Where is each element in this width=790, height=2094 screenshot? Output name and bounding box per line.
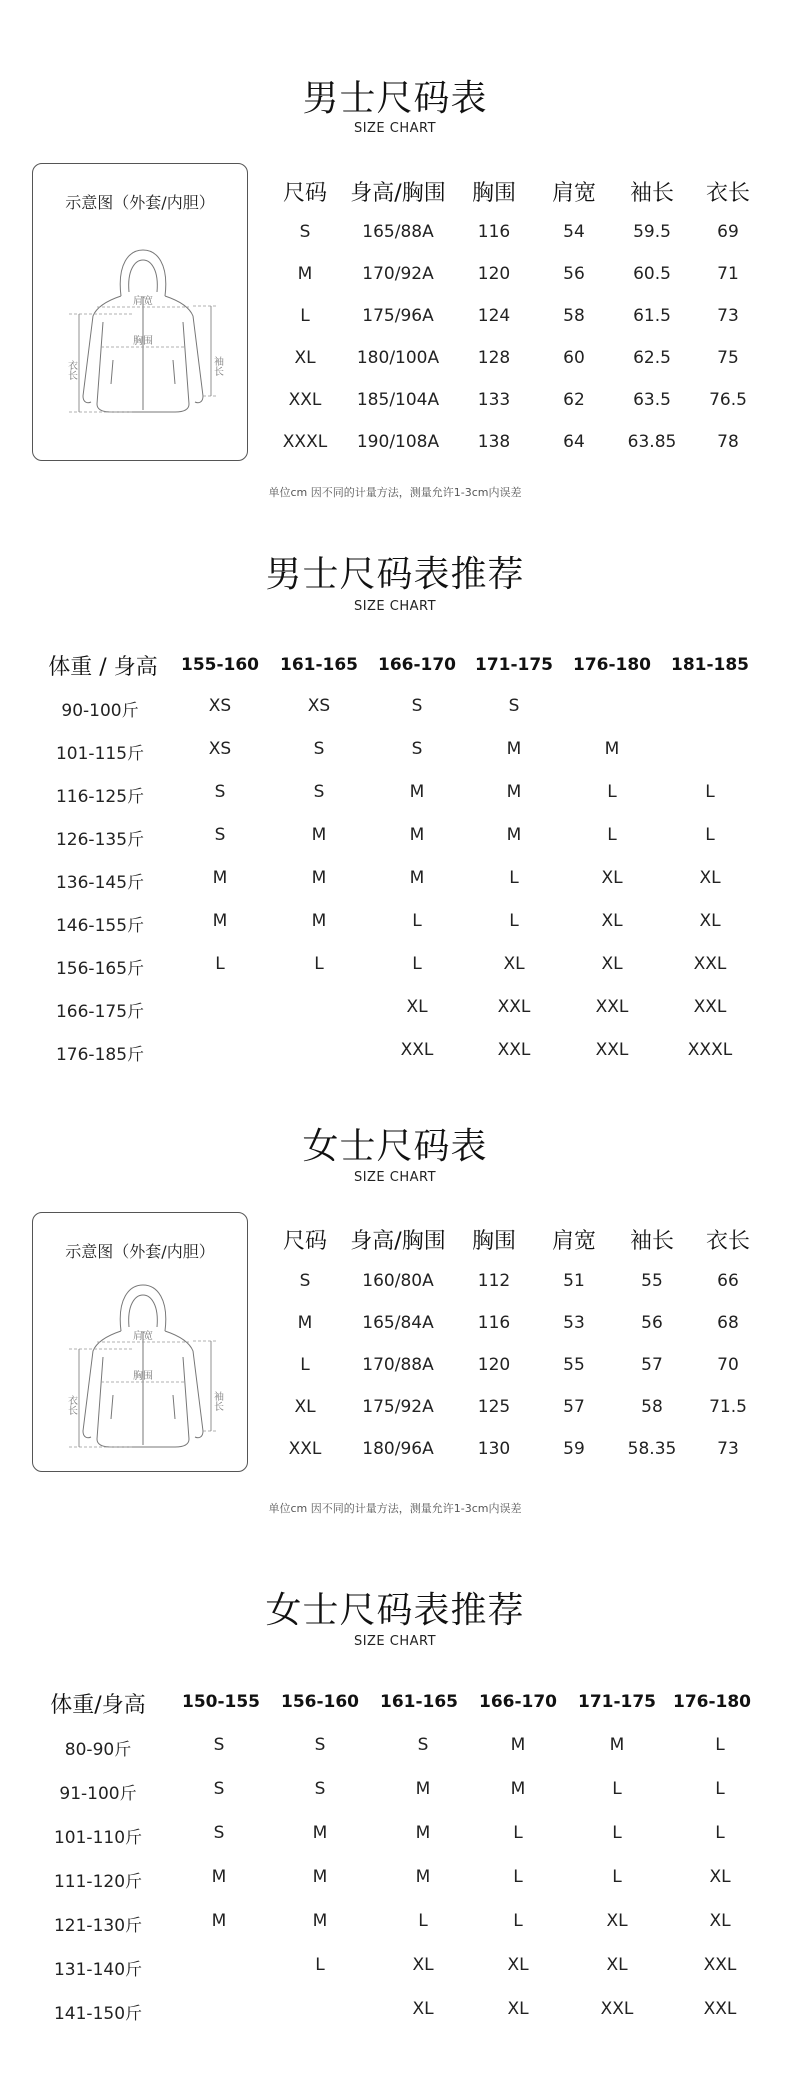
weight-row-label: 111-120斤: [53, 1872, 143, 1892]
table-cell: S: [313, 739, 325, 759]
table-cell: 130: [477, 1439, 511, 1459]
weight-row-label: 101-110斤: [53, 1828, 143, 1848]
table-cell: M: [415, 1779, 431, 1799]
table-cell: S: [213, 1779, 225, 1799]
table-cell: 175/96A: [362, 306, 434, 326]
table-cell: 73: [717, 1439, 739, 1459]
table-cell: 64: [563, 432, 585, 452]
table-cell: 170/88A: [362, 1355, 434, 1375]
diagram-body-length-label: 衣长: [65, 1395, 77, 1415]
table-cell: XXXL: [282, 432, 328, 452]
table-cell: S: [508, 696, 520, 716]
table-cell: S: [411, 696, 423, 716]
table-cell: M: [312, 1867, 328, 1887]
table-cell: XXL: [497, 997, 531, 1017]
diagram-chest-label: 胸围: [133, 1371, 153, 1382]
table-cell: 185/104A: [356, 390, 440, 410]
table-cell: L: [705, 825, 715, 845]
weight-row-label: 90-100斤: [61, 701, 139, 721]
table-cell: L: [612, 1867, 622, 1887]
table-cell: 59: [563, 1439, 585, 1459]
table-cell: XXL: [595, 997, 629, 1017]
table-cell: L: [612, 1823, 622, 1843]
women-header-sleeve: 袖长: [629, 1229, 675, 1254]
table-cell: XL: [709, 1911, 731, 1931]
table-cell: 70: [717, 1355, 739, 1375]
table-cell: M: [506, 739, 522, 759]
table-cell: XXL: [400, 1040, 434, 1060]
women-recommend-corner-header: 体重/身高: [50, 1693, 146, 1718]
table-cell: 68: [717, 1313, 739, 1333]
men-header-height-chest: 身高/胸围: [350, 181, 446, 206]
weight-row-label: 116-125斤: [55, 787, 145, 807]
table-cell: S: [214, 825, 226, 845]
women-header-size: 尺码: [282, 1229, 328, 1254]
table-cell: XL: [294, 1397, 316, 1417]
table-cell: L: [412, 954, 422, 974]
height-column-header: 181-185: [670, 655, 750, 675]
table-cell: XL: [606, 1911, 628, 1931]
table-cell: 175/92A: [362, 1397, 434, 1417]
women-header-height-chest: 身高/胸围: [350, 1229, 446, 1254]
table-cell: XL: [294, 348, 316, 368]
table-cell: 180/100A: [356, 348, 440, 368]
table-cell: 60: [563, 348, 585, 368]
table-cell: 160/80A: [362, 1271, 434, 1291]
table-cell: 54: [563, 222, 585, 242]
table-cell: M: [409, 782, 425, 802]
table-cell: M: [297, 264, 313, 284]
table-cell: 55: [563, 1355, 585, 1375]
table-cell: 165/84A: [362, 1313, 434, 1333]
weight-row-label: 136-145斤: [55, 873, 145, 893]
weight-row-label: 126-135斤: [55, 830, 145, 850]
table-cell: M: [311, 911, 327, 931]
table-cell: L: [300, 1355, 310, 1375]
table-cell: 62.5: [633, 348, 671, 368]
table-cell: M: [415, 1823, 431, 1843]
table-cell: 63.85: [627, 432, 677, 452]
diagram-shoulder-label: 肩宽: [133, 1331, 153, 1342]
table-cell: XXL: [595, 1040, 629, 1060]
table-cell: 58.35: [627, 1439, 677, 1459]
table-cell: 165/88A: [362, 222, 434, 242]
height-column-header: 161-165: [279, 655, 359, 675]
table-cell: L: [314, 954, 324, 974]
table-cell: 62: [563, 390, 585, 410]
table-cell: XL: [507, 1955, 529, 1975]
table-cell: 56: [641, 1313, 663, 1333]
table-cell: 56: [563, 264, 585, 284]
weight-row-label: 101-115斤: [55, 744, 145, 764]
diagram-sleeve-label: 袖长: [211, 1391, 223, 1411]
women-size-chart-subtitle: SIZE CHART: [353, 1170, 437, 1185]
table-cell: L: [215, 954, 225, 974]
table-cell: XL: [406, 997, 428, 1017]
table-cell: XS: [208, 739, 232, 759]
weight-row-label: 156-165斤: [55, 959, 145, 979]
men-header-chest: 胸围: [471, 181, 517, 206]
table-cell: 63.5: [633, 390, 671, 410]
men-header-size: 尺码: [282, 181, 328, 206]
table-cell: 78: [717, 432, 739, 452]
women-recommend-title: 女士尺码表推荐: [265, 1590, 525, 1631]
table-cell: M: [609, 1735, 625, 1755]
women-header-length: 衣长: [705, 1229, 751, 1254]
men-size-chart-subtitle: SIZE CHART: [353, 121, 437, 136]
table-cell: 57: [641, 1355, 663, 1375]
table-cell: 120: [477, 1355, 511, 1375]
table-cell: 125: [477, 1397, 511, 1417]
table-cell: XL: [601, 954, 623, 974]
table-cell: L: [513, 1867, 523, 1887]
table-cell: M: [212, 911, 228, 931]
table-cell: M: [211, 1867, 227, 1887]
table-cell: M: [604, 739, 620, 759]
table-cell: M: [506, 782, 522, 802]
table-cell: 112: [477, 1271, 511, 1291]
diagram-body-length-label: 衣长: [65, 360, 77, 380]
table-cell: 71.5: [709, 1397, 747, 1417]
table-cell: 73: [717, 306, 739, 326]
table-cell: XL: [412, 1999, 434, 2019]
men-header-sleeve: 袖长: [629, 181, 675, 206]
table-cell: S: [411, 739, 423, 759]
table-cell: L: [607, 825, 617, 845]
table-cell: M: [311, 825, 327, 845]
table-cell: 124: [477, 306, 511, 326]
table-cell: S: [313, 782, 325, 802]
table-cell: 58: [563, 306, 585, 326]
men-header-length: 衣长: [705, 181, 751, 206]
women-recommend-subtitle: SIZE CHART: [353, 1634, 437, 1649]
table-cell: M: [312, 1823, 328, 1843]
women-header-chest: 胸围: [471, 1229, 517, 1254]
table-cell: XXL: [693, 997, 727, 1017]
table-cell: 66: [717, 1271, 739, 1291]
table-cell: M: [506, 825, 522, 845]
table-cell: S: [299, 1271, 311, 1291]
table-cell: 190/108A: [356, 432, 440, 452]
table-cell: M: [409, 825, 425, 845]
weight-row-label: 166-175斤: [55, 1002, 145, 1022]
table-cell: L: [705, 782, 715, 802]
table-cell: 133: [477, 390, 511, 410]
table-cell: L: [315, 1955, 325, 1975]
table-cell: XXL: [288, 1439, 322, 1459]
diagram-caption: 示意图（外套/内胆）: [65, 1242, 215, 1261]
table-cell: 76.5: [709, 390, 747, 410]
table-cell: XXL: [703, 1999, 737, 2019]
height-column-header: 155-160: [180, 655, 260, 675]
height-column-header: 166-170: [478, 1692, 558, 1712]
weight-row-label: 131-140斤: [53, 1960, 143, 1980]
height-column-header: 176-180: [672, 1692, 752, 1712]
table-cell: 51: [563, 1271, 585, 1291]
weight-row-label: 146-155斤: [55, 916, 145, 936]
weight-row-label: 80-90斤: [64, 1740, 132, 1760]
table-cell: 170/92A: [362, 264, 434, 284]
table-cell: 60.5: [633, 264, 671, 284]
weight-row-label: 176-185斤: [55, 1045, 145, 1065]
table-cell: S: [314, 1735, 326, 1755]
men-recommend-subtitle: SIZE CHART: [353, 599, 437, 614]
table-cell: L: [607, 782, 617, 802]
table-cell: L: [513, 1911, 523, 1931]
table-cell: 59.5: [633, 222, 671, 242]
table-cell: XS: [208, 696, 232, 716]
table-cell: 55: [641, 1271, 663, 1291]
table-cell: S: [213, 1823, 225, 1843]
diagram-chest-label: 胸围: [133, 336, 153, 347]
table-cell: 180/96A: [362, 1439, 434, 1459]
table-cell: XL: [601, 868, 623, 888]
table-cell: XL: [507, 1999, 529, 2019]
height-column-header: 171-175: [474, 655, 554, 675]
table-cell: L: [715, 1779, 725, 1799]
women-header-shoulder: 肩宽: [551, 1229, 597, 1254]
table-cell: M: [409, 868, 425, 888]
table-cell: XXL: [497, 1040, 531, 1060]
table-cell: M: [415, 1867, 431, 1887]
table-cell: XXXL: [687, 1040, 733, 1060]
diagram-shoulder-label: 肩宽: [133, 296, 153, 307]
height-column-header: 176-180: [572, 655, 652, 675]
table-cell: M: [212, 868, 228, 888]
table-cell: L: [715, 1823, 725, 1843]
height-column-header: 161-165: [379, 1692, 459, 1712]
table-cell: XL: [699, 911, 721, 931]
diagram-caption: 示意图（外套/内胆）: [65, 193, 215, 212]
table-cell: L: [612, 1779, 622, 1799]
table-cell: 138: [477, 432, 511, 452]
table-cell: XS: [307, 696, 331, 716]
table-cell: 116: [477, 1313, 511, 1333]
women-measurement-note: 单位cm 因不同的计量方法，测量允许1-3cm内误差: [268, 1502, 522, 1515]
table-cell: XXL: [600, 1999, 634, 2019]
table-cell: 69: [717, 222, 739, 242]
weight-row-label: 121-130斤: [53, 1916, 143, 1936]
table-cell: 75: [717, 348, 739, 368]
table-cell: M: [510, 1735, 526, 1755]
men-measurement-note: 单位cm 因不同的计量方法，测量允许1-3cm内误差: [268, 486, 522, 499]
table-cell: S: [299, 222, 311, 242]
table-cell: M: [211, 1911, 227, 1931]
table-cell: XL: [412, 1955, 434, 1975]
table-cell: 128: [477, 348, 511, 368]
table-cell: 57: [563, 1397, 585, 1417]
table-cell: M: [311, 868, 327, 888]
table-cell: M: [312, 1911, 328, 1931]
table-cell: 53: [563, 1313, 585, 1333]
table-cell: L: [513, 1823, 523, 1843]
table-cell: XL: [699, 868, 721, 888]
height-column-header: 150-155: [181, 1692, 261, 1712]
table-cell: M: [510, 1779, 526, 1799]
table-cell: S: [314, 1779, 326, 1799]
men-recommend-corner-header: 体重 / 身高: [48, 655, 158, 680]
table-cell: XL: [601, 911, 623, 931]
table-cell: 120: [477, 264, 511, 284]
weight-row-label: 141-150斤: [53, 2004, 143, 2024]
table-cell: XL: [606, 1955, 628, 1975]
table-cell: 116: [477, 222, 511, 242]
table-cell: XXL: [703, 1955, 737, 1975]
height-column-header: 171-175: [577, 1692, 657, 1712]
table-cell: 61.5: [633, 306, 671, 326]
table-cell: L: [300, 306, 310, 326]
table-cell: 58: [641, 1397, 663, 1417]
diagram-sleeve-label: 袖长: [211, 356, 223, 376]
table-cell: XL: [503, 954, 525, 974]
table-cell: L: [715, 1735, 725, 1755]
table-cell: 71: [717, 264, 739, 284]
women-size-chart-title: 女士尺码表: [302, 1126, 488, 1167]
table-cell: XXL: [693, 954, 727, 974]
table-cell: L: [418, 1911, 428, 1931]
table-cell: S: [214, 782, 226, 802]
men-size-chart-title: 男士尺码表: [302, 78, 488, 119]
table-cell: M: [297, 1313, 313, 1333]
table-cell: S: [213, 1735, 225, 1755]
table-cell: S: [417, 1735, 429, 1755]
height-column-header: 166-170: [377, 655, 457, 675]
men-header-shoulder: 肩宽: [551, 181, 597, 206]
table-cell: L: [509, 911, 519, 931]
table-cell: XXL: [288, 390, 322, 410]
table-cell: L: [412, 911, 422, 931]
weight-row-label: 91-100斤: [59, 1784, 137, 1804]
table-cell: XL: [709, 1867, 731, 1887]
men-recommend-title: 男士尺码表推荐: [265, 554, 525, 595]
height-column-header: 156-160: [280, 1692, 360, 1712]
table-cell: L: [509, 868, 519, 888]
